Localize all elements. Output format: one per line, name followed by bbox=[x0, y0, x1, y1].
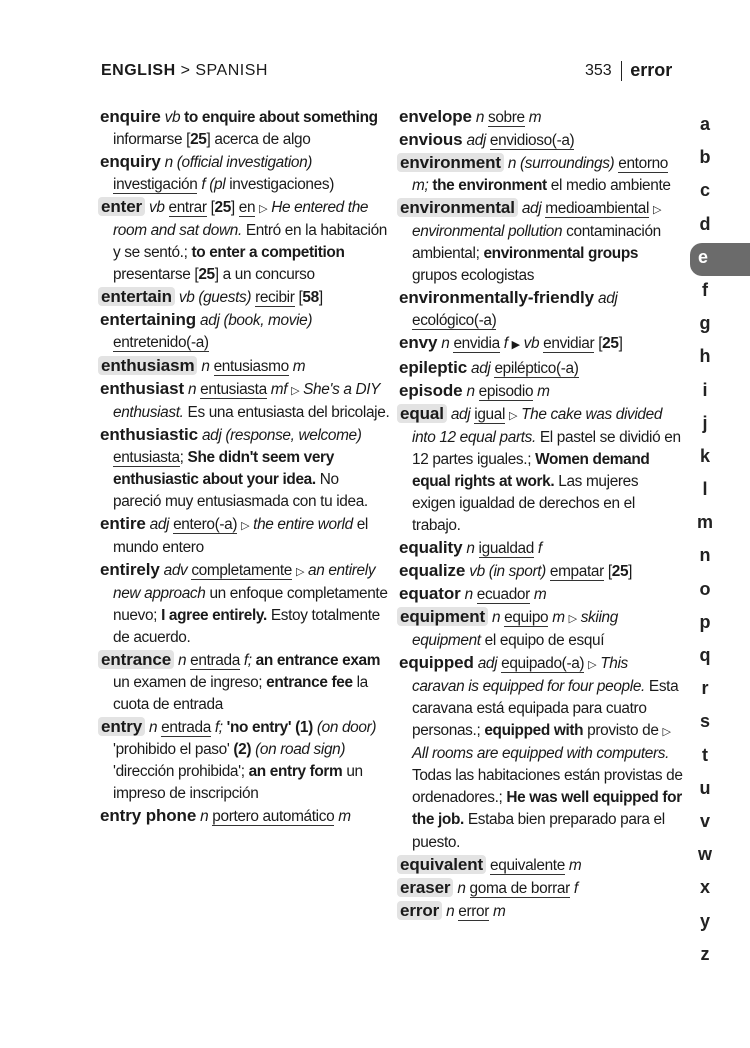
example-arrow-icon bbox=[509, 406, 517, 423]
text: acerca de algo bbox=[214, 131, 311, 149]
part-of-speech: n bbox=[491, 609, 501, 627]
part-of-speech: n bbox=[466, 382, 475, 400]
index-letter-h[interactable]: h bbox=[699, 346, 711, 367]
text: la cuota de entrada bbox=[113, 674, 368, 714]
headword: equator bbox=[399, 583, 461, 603]
header-divider bbox=[621, 61, 623, 81]
phrase: equipped with bbox=[484, 722, 584, 740]
dictionary-entry bbox=[100, 559, 390, 649]
dictionary-entry bbox=[399, 652, 684, 853]
index-letter-v[interactable]: v bbox=[699, 810, 710, 831]
text: a un concurso bbox=[222, 266, 315, 284]
index-letter-y[interactable]: y bbox=[699, 910, 710, 931]
translation: episodio bbox=[478, 382, 534, 400]
part-of-speech: adv bbox=[163, 561, 188, 579]
italic-text: m bbox=[568, 856, 582, 874]
italic-text: m bbox=[537, 382, 550, 400]
translation: equipo bbox=[504, 609, 549, 627]
translation: ecuador bbox=[476, 585, 530, 603]
dictionary-entry bbox=[100, 196, 390, 286]
translation: igual bbox=[474, 405, 506, 423]
dictionary-entry bbox=[100, 355, 390, 378]
phrase: Women demand equal rights at work. bbox=[412, 450, 650, 490]
headword: enthusiast bbox=[100, 378, 185, 398]
translation: error bbox=[458, 902, 490, 920]
conjugation-ref: [ 25 ] bbox=[186, 131, 210, 148]
text: 'dirección prohibida'; bbox=[113, 763, 245, 781]
italic-text: m bbox=[533, 585, 547, 603]
italic-text: m bbox=[528, 109, 542, 126]
dictionary-entry bbox=[399, 560, 684, 583]
text: No pareció muy entusiasmada con tu idea. bbox=[113, 470, 368, 510]
example-arrow-icon bbox=[588, 655, 596, 672]
text: Todas las habitaciones están provistas de ordenadores.; bbox=[412, 767, 683, 807]
conjugation-ref: [ 25 ] bbox=[608, 563, 632, 580]
text: un examen de ingreso; bbox=[113, 674, 263, 692]
translation: entusiasta bbox=[200, 380, 267, 398]
index-letter-i[interactable]: i bbox=[702, 379, 708, 400]
part-of-speech: n (official investigation) bbox=[164, 154, 313, 172]
italic-text: m bbox=[338, 808, 351, 826]
phrase: an entry form bbox=[248, 763, 343, 781]
text: Las mujeres exigen igualdad de derechos en el trabajo. bbox=[412, 472, 639, 534]
headword: enquiry bbox=[100, 152, 161, 172]
example-arrow-icon bbox=[291, 381, 299, 398]
dictionary-entry bbox=[100, 106, 390, 151]
text: Entró en la habitación y se sentó.; bbox=[113, 222, 387, 262]
text: Es una entusiasta del bricolaje. bbox=[187, 403, 390, 421]
part-of-speech: vb (in sport) bbox=[469, 562, 546, 580]
headword-highlighted: enthusiasm bbox=[98, 356, 197, 375]
headword: entire bbox=[100, 513, 146, 533]
phrase: the environment bbox=[432, 177, 547, 195]
phrase: She didn't seem very enthusiastic about your idea. bbox=[113, 448, 334, 488]
text: un impreso de inscripción bbox=[113, 763, 363, 803]
italic-text: f bbox=[537, 539, 542, 557]
target-language: SPANISH bbox=[195, 62, 268, 79]
translation: equipado(-a) bbox=[501, 655, 585, 673]
headword-highlighted: equal bbox=[397, 404, 447, 423]
text: investigaciones) bbox=[229, 176, 334, 194]
conjugation-ref: [ 25 ] bbox=[211, 199, 235, 216]
part-of-speech: adj bbox=[597, 290, 618, 308]
conjugation-ref: [ 25 ] bbox=[598, 335, 622, 352]
index-letter-z[interactable]: z bbox=[700, 943, 710, 964]
headword-highlighted: entrance bbox=[98, 650, 174, 669]
text: presentarse bbox=[113, 266, 191, 284]
index-letter-w[interactable]: w bbox=[697, 844, 712, 865]
italic-text: f (pl bbox=[201, 176, 226, 194]
part-of-speech: vb bbox=[164, 109, 181, 126]
italic-text: an entirely new approach bbox=[113, 561, 376, 602]
headword: envelope bbox=[399, 107, 472, 126]
italic-text: All rooms are equipped with computers. bbox=[412, 745, 670, 763]
translation: envidioso(-a) bbox=[489, 132, 575, 150]
text: Estaba bien preparado para el puesto. bbox=[412, 811, 665, 851]
page-number: 353 bbox=[585, 61, 612, 79]
italic-text: f; bbox=[243, 652, 252, 670]
part-of-speech: vb (guests) bbox=[178, 289, 252, 307]
index-letter-m[interactable]: m bbox=[696, 512, 713, 533]
headword-highlighted: error bbox=[397, 901, 442, 920]
example-arrow-icon bbox=[259, 199, 267, 216]
translation: completamente bbox=[191, 561, 292, 579]
example-arrow-icon bbox=[569, 609, 577, 626]
part-of-speech: n bbox=[466, 539, 475, 557]
part-of-speech: adj (response, welcome) bbox=[201, 426, 362, 444]
guide-word: error bbox=[630, 60, 673, 80]
translation: entero(-a) bbox=[173, 515, 238, 533]
index-letter-j[interactable]: j bbox=[702, 412, 708, 433]
italic-text: vb bbox=[523, 335, 540, 353]
part-of-speech: n bbox=[187, 380, 197, 398]
example-arrow-icon bbox=[663, 722, 671, 739]
dictionary-entry bbox=[100, 378, 390, 424]
translation: igualdad bbox=[478, 539, 534, 557]
translation: equivalente bbox=[490, 856, 565, 874]
italic-text: f bbox=[503, 335, 508, 353]
index-letter-f[interactable]: f bbox=[702, 279, 708, 300]
italic-text: (on road sign) bbox=[255, 741, 346, 759]
italic-text: the entire world bbox=[253, 515, 353, 533]
headword: envious bbox=[399, 130, 463, 150]
index-letter-q[interactable]: q bbox=[699, 645, 711, 665]
dictionary-entry bbox=[399, 583, 684, 606]
headword: epileptic bbox=[399, 357, 468, 377]
dictionary-entry bbox=[399, 403, 684, 537]
italic-text: skiing equipment bbox=[412, 609, 618, 650]
index-letter-b[interactable]: b bbox=[699, 147, 711, 168]
dictionary-entry bbox=[399, 152, 684, 197]
headword: episode bbox=[399, 380, 463, 400]
part-of-speech: n (surroundings) bbox=[507, 155, 615, 173]
translation: medioambiental bbox=[545, 200, 650, 218]
headword: envy bbox=[399, 333, 438, 353]
running-header-direction bbox=[101, 62, 268, 80]
headword-highlighted: environmental bbox=[397, 198, 518, 217]
headword-highlighted: entry bbox=[98, 717, 145, 736]
text: el equipo de esquí bbox=[484, 632, 605, 650]
phrase: to enter a competition bbox=[191, 244, 345, 262]
translation: envidiar bbox=[543, 335, 595, 353]
italic-text: (on door) bbox=[316, 719, 377, 737]
example-arrow-icon bbox=[653, 200, 661, 217]
phrase: environmental groups bbox=[483, 245, 639, 263]
text: El pastel se dividió en 12 partes iguales.; bbox=[412, 428, 681, 468]
index-letter-x[interactable]: x bbox=[699, 877, 710, 898]
dictionary-entry bbox=[399, 380, 684, 403]
index-letter-g[interactable]: g bbox=[699, 313, 711, 334]
dictionary-entry bbox=[399, 537, 684, 560]
text: 'prohibido el paso' bbox=[113, 741, 230, 759]
text: informarse bbox=[113, 131, 183, 149]
phrase: entrance fee bbox=[266, 674, 353, 692]
conjugation-ref: [ 25 ] bbox=[194, 266, 218, 283]
phrase: 'no entry' (1) bbox=[226, 719, 313, 737]
italic-text: This caravan is equipped for four people. bbox=[412, 655, 645, 696]
example-arrow-icon bbox=[296, 562, 304, 579]
index-letter-e[interactable]: e bbox=[690, 243, 750, 276]
translation: envidia bbox=[453, 335, 500, 353]
headword-highlighted: equivalent bbox=[397, 855, 486, 874]
translation: portero automático bbox=[212, 808, 335, 826]
translation: entusiasmo bbox=[213, 357, 289, 375]
part-of-speech: n bbox=[201, 357, 210, 375]
headword: entirely bbox=[100, 559, 160, 579]
translation: entrada bbox=[190, 652, 240, 670]
dictionary-entry bbox=[399, 357, 684, 380]
source-language: ENGLISH bbox=[101, 62, 176, 79]
index-letter-u[interactable]: u bbox=[699, 777, 711, 798]
dictionary-entry bbox=[100, 513, 390, 559]
italic-text: m bbox=[552, 609, 565, 627]
dictionary-entry bbox=[100, 805, 390, 828]
part-of-speech: adj bbox=[466, 132, 486, 150]
translation: investigación bbox=[113, 176, 198, 194]
italic-text: The cake was divided into 12 equal parts. bbox=[412, 405, 663, 446]
translation: sobre bbox=[488, 109, 525, 126]
index-letter-o[interactable]: o bbox=[699, 578, 711, 599]
dictionary-entry bbox=[399, 877, 684, 900]
translation: epiléptico(-a) bbox=[494, 359, 579, 377]
headword: equalize bbox=[399, 560, 466, 580]
running-header-page bbox=[585, 60, 672, 81]
index-letter-r[interactable]: r bbox=[701, 678, 709, 699]
headword: equipped bbox=[399, 653, 474, 673]
part-of-speech: adj bbox=[477, 655, 498, 673]
headword: entry phone bbox=[100, 806, 197, 826]
index-letter-k[interactable]: k bbox=[699, 445, 710, 466]
italic-text: mf bbox=[270, 380, 288, 398]
translation: ecológico(-a) bbox=[412, 312, 497, 330]
translation: entusiasta bbox=[113, 448, 180, 466]
headword-highlighted: equipment bbox=[397, 607, 488, 626]
part-of-speech: adj bbox=[471, 359, 491, 377]
dictionary-entry bbox=[399, 854, 684, 877]
text: provisto de bbox=[587, 722, 659, 740]
part-of-speech: n bbox=[178, 652, 187, 670]
text: un enfoque completamente nuevo; bbox=[113, 584, 388, 625]
text: Estoy totalmente de acuerdo. bbox=[113, 607, 380, 647]
part-of-speech: n bbox=[200, 808, 209, 826]
text: el medio ambiente bbox=[550, 177, 671, 195]
index-letter-c[interactable]: c bbox=[699, 180, 710, 201]
text: el mundo entero bbox=[113, 515, 368, 556]
part-of-speech: adj bbox=[450, 405, 471, 423]
headword-highlighted: entertain bbox=[98, 287, 175, 306]
index-letter-p[interactable]: p bbox=[699, 611, 711, 632]
dictionary-entry bbox=[100, 716, 390, 805]
index-letter-a[interactable]: a bbox=[699, 114, 710, 134]
italic-text: f; bbox=[214, 719, 223, 737]
dictionary-entry bbox=[399, 332, 684, 356]
headword: equality bbox=[399, 537, 463, 557]
italic-text: f bbox=[573, 879, 578, 897]
headword: environmentally-friendly bbox=[399, 288, 595, 308]
dictionary-entry bbox=[399, 606, 684, 652]
dictionary-entry bbox=[399, 287, 684, 332]
part-of-speech: adj bbox=[149, 515, 170, 533]
translation: goma de borrar bbox=[469, 879, 570, 897]
index-letter-d[interactable]: d bbox=[699, 213, 711, 234]
headword-highlighted: enter bbox=[98, 197, 145, 216]
translation: recibir bbox=[255, 289, 295, 307]
dictionary-entry bbox=[100, 151, 390, 196]
headword: enthusiastic bbox=[100, 424, 198, 444]
text: Esta caravana está equipada para cuatro personas.; bbox=[412, 678, 679, 740]
translation: entorno bbox=[618, 155, 669, 173]
part-of-speech: n bbox=[475, 109, 485, 126]
part-of-speech: n bbox=[464, 585, 473, 603]
text: contaminación ambiental; bbox=[412, 223, 661, 263]
conjugation-ref: [ 58 ] bbox=[298, 289, 322, 306]
headword: entertaining bbox=[100, 310, 197, 330]
headword-highlighted: environment bbox=[397, 153, 504, 172]
right-column bbox=[399, 106, 684, 923]
italic-text: environmental pollution bbox=[412, 223, 563, 241]
phrase: He was well equipped for the job. bbox=[412, 789, 682, 829]
direction-arrow: > bbox=[180, 62, 191, 79]
dictionary-entry bbox=[100, 286, 390, 309]
dictionary-entry bbox=[399, 129, 684, 152]
text: grupos ecologistas bbox=[412, 267, 535, 285]
dictionary-entry bbox=[399, 106, 684, 129]
headword: enquire bbox=[100, 107, 161, 126]
part-of-speech: vb bbox=[149, 199, 165, 217]
part-of-speech: n bbox=[446, 902, 455, 920]
italic-text: He entered the room and sat down. bbox=[113, 199, 369, 240]
example-arrow-icon bbox=[241, 516, 249, 533]
phrase: (2) bbox=[233, 741, 252, 759]
translation: empatar bbox=[549, 562, 604, 580]
dictionary-entry bbox=[100, 309, 390, 354]
translation: en bbox=[238, 199, 256, 217]
dictionary-entry bbox=[399, 197, 684, 287]
dictionary-entry bbox=[100, 649, 390, 716]
translation: entrada bbox=[161, 719, 211, 737]
sense-triangle-icon bbox=[512, 335, 520, 352]
translation: entrar bbox=[168, 199, 207, 217]
phrase: I agree entirely. bbox=[161, 607, 267, 625]
italic-text: m bbox=[292, 357, 306, 375]
headword-highlighted: eraser bbox=[397, 878, 453, 897]
alphabet-thumb-index bbox=[690, 110, 750, 973]
italic-text: She's a DIY enthusiast. bbox=[113, 380, 380, 421]
part-of-speech: adj (book, movie) bbox=[200, 312, 313, 330]
text: ; bbox=[179, 448, 184, 466]
part-of-speech: adj bbox=[521, 200, 542, 218]
part-of-speech: n bbox=[457, 879, 466, 897]
index-letter-s[interactable]: s bbox=[699, 711, 710, 732]
translation: entretenido(-a) bbox=[113, 334, 209, 352]
dictionary-entry bbox=[399, 900, 684, 923]
italic-text: m bbox=[492, 902, 506, 920]
left-column bbox=[100, 106, 390, 829]
index-letter-l[interactable]: l bbox=[702, 479, 708, 500]
index-letter-t[interactable]: t bbox=[702, 744, 708, 765]
part-of-speech: n bbox=[149, 719, 158, 737]
italic-text: m; bbox=[412, 177, 429, 195]
part-of-speech: n bbox=[441, 335, 450, 353]
phrase: an entrance exam bbox=[255, 652, 381, 670]
index-letter-n[interactable]: n bbox=[699, 545, 711, 566]
dictionary-entry bbox=[100, 424, 390, 513]
phrase: to enquire about something bbox=[184, 109, 378, 126]
